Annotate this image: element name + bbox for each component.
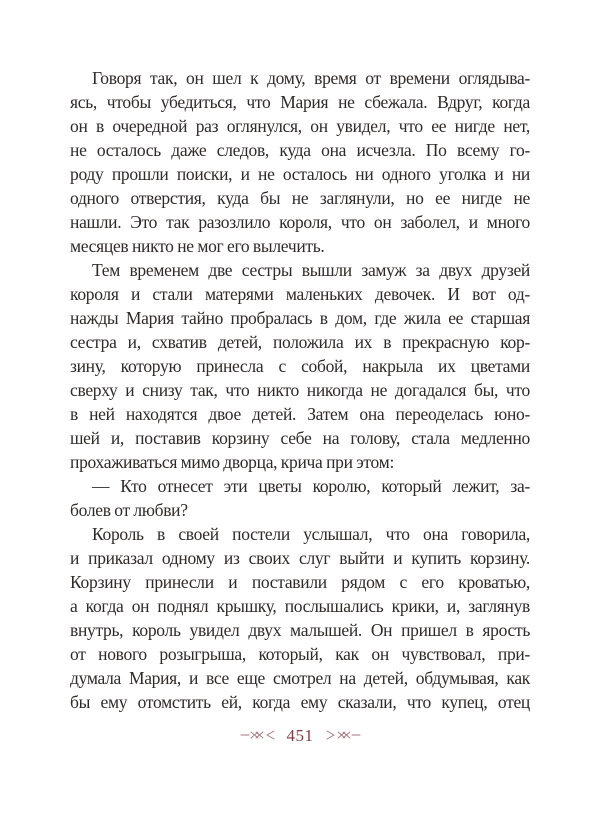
text-line: от нового розыгрыша, который, как он чувствовал, при- bbox=[70, 644, 530, 664]
text-line: шей и, поставив корзину себе на голову, стала медленно bbox=[70, 428, 530, 448]
text-line: Король в своей постели услышал, что она говорила, bbox=[92, 524, 530, 544]
text-line: Тем временем две сестры вышли замуж за двух друзей bbox=[92, 260, 530, 280]
footer-flourish-left-icon bbox=[240, 729, 280, 741]
text-line: он в очередной раз оглянулся, он увидел, что ее нигде нет, bbox=[70, 116, 530, 136]
footer-flourish-right-icon bbox=[321, 729, 361, 741]
text-line: ясь, чтобы убедиться, что Мария не сбежала. Вдруг, когда bbox=[70, 92, 530, 112]
text-line: не осталось даже следов, куда она исчезла. По всему го- bbox=[70, 140, 530, 160]
text-line: думала Мария, и все еще смотрел на детей, обдумывая, как bbox=[70, 668, 530, 688]
text-line: внутрь, король увидел двух малышей. Он пришел в ярость bbox=[70, 620, 530, 640]
text-line: — Кто отнесет эти цветы королю, который лежит, за- bbox=[92, 476, 530, 496]
text-line: зину, которую принесла с собой, накрыла их цветами bbox=[70, 356, 530, 376]
text-line: Говоря так, он шел к дому, время от времени оглядыва- bbox=[92, 68, 530, 88]
page-footer bbox=[0, 722, 600, 748]
text-line: в ней находятся двое детей. Затем она переоделась юно- bbox=[70, 404, 530, 424]
text-line: одного отверстия, куда бы не заглянули, но ее нигде не bbox=[70, 188, 530, 208]
page-number: 451 bbox=[286, 725, 314, 745]
text-line: Корзину принесли и поставили рядом с его кроватью, bbox=[70, 572, 530, 592]
text-line: нажды Мария тайно пробралась в дом, где жила ее старшая bbox=[70, 308, 530, 328]
text-line: нашли. Это так разозлило короля, что он заболел, и много bbox=[70, 212, 530, 232]
text-line: бы ему отомстить ей, когда ему сказали, что купец, отец bbox=[70, 692, 530, 712]
text-line: а когда он поднял крышку, послышались крики, и, заглянув bbox=[70, 596, 530, 616]
text-line: месяцев никто не мог его вылечить. bbox=[70, 236, 325, 256]
text-line: и приказал одному из своих слуг выйти и купить корзину. bbox=[70, 548, 530, 568]
text-line: короля и стали матерями маленьких девочек. И вот од- bbox=[70, 284, 530, 304]
text-line: болев от любви? bbox=[70, 500, 188, 520]
text-line: сверху и снизу так, что никто никогда не догадался бы, что bbox=[70, 380, 530, 400]
text-block bbox=[70, 66, 530, 714]
text-line: прохаживаться мимо дворца, крича при этом: bbox=[70, 452, 395, 472]
text-line: сестра и, схватив детей, положила их в прекрасную кор- bbox=[70, 332, 530, 352]
text-line: роду прошли поиски, и не осталось ни одного уголка и ни bbox=[70, 164, 530, 184]
